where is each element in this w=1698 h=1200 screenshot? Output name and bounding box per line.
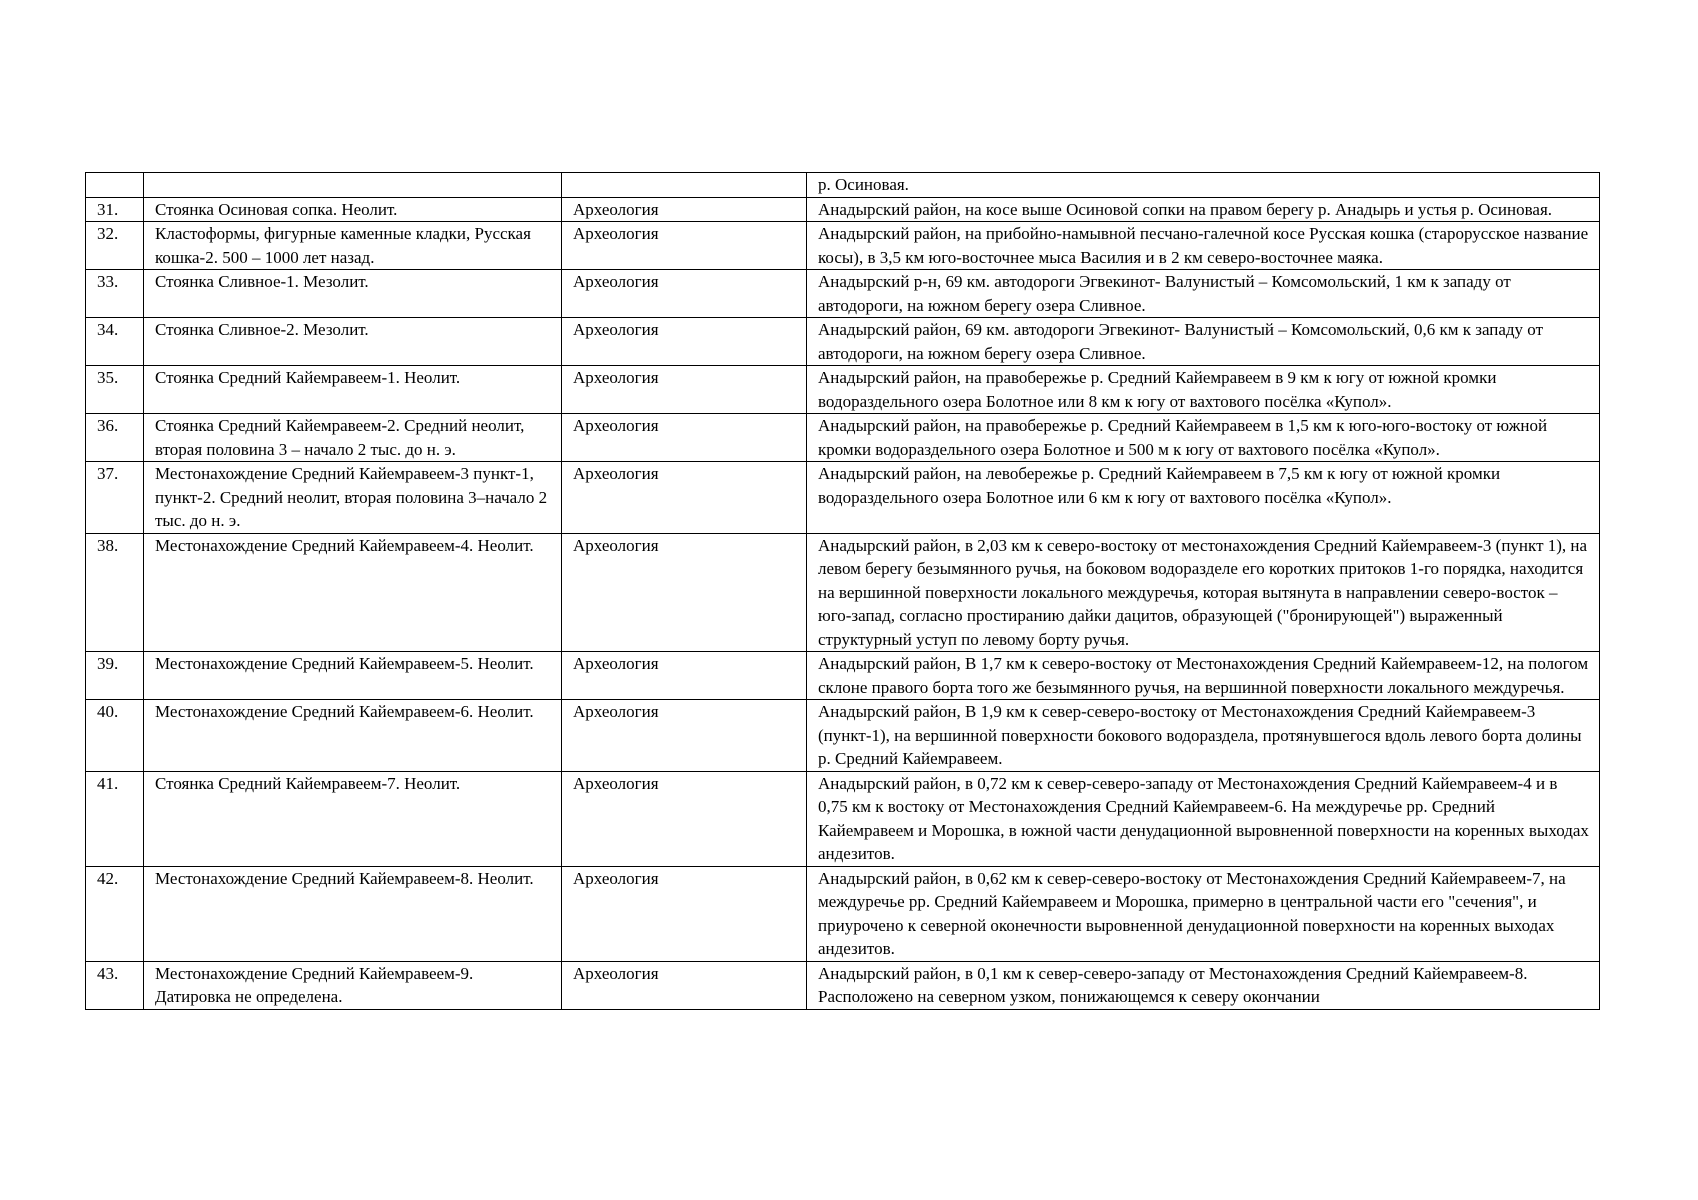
site-location: Анадырский район, на косе выше Осиновой сопки на правом берегу р. Анадырь и устья р. Осиновая. [807,197,1600,222]
site-name: Стоянка Средний Кайемравеем-1. Неолит. [144,366,562,414]
site-name: Кластоформы, фигурные каменные кладки, Русская кошка-2. 500 – 1000 лет назад. [144,222,562,270]
row-number: 39. [86,652,144,700]
site-type: Археология [562,771,807,866]
row-number: 42. [86,866,144,961]
row-number: 38. [86,533,144,652]
site-name: Местонахождение Средний Кайемравеем-4. Неолит. [144,533,562,652]
table-row [86,318,1600,366]
table-row [86,771,1600,866]
row-number [86,173,144,198]
table-row [86,961,1600,1009]
site-location: р. Осиновая. [807,173,1600,198]
site-name: Местонахождение Средний Кайемравеем-3 пункт-1, пункт-2. Средний неолит, вторая половина 3–начало 2 тыс. до н. э. [144,462,562,534]
site-location: Анадырский район, на левобережье р. Средний Кайемравеем в 7,5 км к югу от южной кромки водораздельного озера Болотное или 6 км к югу от вахтового посёлка «Купол». [807,462,1600,534]
site-type: Археология [562,270,807,318]
site-type: Археология [562,366,807,414]
site-type: Археология [562,652,807,700]
site-type: Археология [562,197,807,222]
table-row [86,270,1600,318]
site-name: Стоянка Сливное-2. Мезолит. [144,318,562,366]
row-number: 34. [86,318,144,366]
row-number: 40. [86,700,144,772]
table-row [86,366,1600,414]
site-name: Стоянка Осиновая сопка. Неолит. [144,197,562,222]
site-location: Анадырский район, В 1,7 км к северо-востоку от Местонахождения Средний Кайемравеем-12, на пологом склоне правого борта того же безымянного ручья, на вершинной поверхности локального междуречья. [807,652,1600,700]
table-row [86,173,1600,198]
table-row [86,533,1600,652]
table-row [86,700,1600,772]
site-name: Стоянка Средний Кайемравеем-2. Средний неолит, вторая половина 3 – начало 2 тыс. до н. э. [144,414,562,462]
site-location: Анадырский район, на правобережье р. Средний Кайемравеем в 1,5 км к юго-юго-востоку от южной кромки водораздельного озера Болотное и 500 м к югу от вахтового посёлка «Купол». [807,414,1600,462]
site-name: Местонахождение Средний Кайемравеем-5. Неолит. [144,652,562,700]
site-name: Местонахождение Средний Кайемравеем-9. Датировка не определена. [144,961,562,1009]
site-location: Анадырский район, на прибойно-намывной песчано-галечной косе Русская кошка (старорусское название косы), в 3,5 км юго-восточнее мыса Василия и в 2 км северо-восточнее маяка. [807,222,1600,270]
site-location: Анадырский район, в 0,1 км к север-северо-западу от Местонахождения Средний Кайемравеем-8. Расположено на северном узком, понижающемся к северу окончании [807,961,1600,1009]
row-number: 33. [86,270,144,318]
site-type [562,173,807,198]
site-name: Местонахождение Средний Кайемравеем-6. Неолит. [144,700,562,772]
site-name: Местонахождение Средний Кайемравеем-8. Неолит. [144,866,562,961]
site-location: Анадырский район, в 2,03 км к северо-востоку от местонахождения Средний Кайемравеем-3 (пункт 1), на левом берегу безымянного ручья, на боковом водоразделе его коротких притоков 1-го порядка, находится на вершинной поверхности локального междуречья, которая вытянута в направлении северо-восток – юго-запад, согласно простиранию дайки дацитов, образующей ("бронирующей") выраженный структурный уступ по левому борту ручья. [807,533,1600,652]
site-type: Археология [562,866,807,961]
site-location: Анадырский район, В 1,9 км к север-северо-востоку от Местонахождения Средний Кайемравеем-3 (пункт-1), на вершинной поверхности бокового водораздела, протянувшегося вдоль левого борта долины р. Средний Кайемравеем. [807,700,1600,772]
table-row [86,414,1600,462]
row-number: 31. [86,197,144,222]
site-name: Стоянка Средний Кайемравеем-7. Неолит. [144,771,562,866]
row-number: 35. [86,366,144,414]
table-row [86,462,1600,534]
row-number: 36. [86,414,144,462]
table-body [86,173,1600,1010]
table-row [86,652,1600,700]
site-type: Археология [562,414,807,462]
row-number: 32. [86,222,144,270]
table-row [86,197,1600,222]
site-type: Археология [562,318,807,366]
site-location: Анадырский район, на правобережье р. Средний Кайемравеем в 9 км к югу от южной кромки водораздельного озера Болотное или 8 км к югу от вахтового посёлка «Купол». [807,366,1600,414]
site-type: Археология [562,961,807,1009]
site-location: Анадырский район, в 0,62 км к север-северо-востоку от Местонахождения Средний Кайемравеем-7, на междуречье рр. Средний Кайемравеем и Морошка, примерно в центральной части его "сечения", и приурочено к северной оконечности выровненной денудационной поверхности на коренных выходах андезитов. [807,866,1600,961]
monuments-table [85,172,1600,1010]
table-row [86,866,1600,961]
site-type: Археология [562,700,807,772]
site-name: Стоянка Сливное-1. Мезолит. [144,270,562,318]
row-number: 41. [86,771,144,866]
site-location: Анадырский р-н, 69 км. автодороги Эгвекинот- Валунистый – Комсомольский, 1 км к западу от автодороги, на южном берегу озера Сливное. [807,270,1600,318]
table-row [86,222,1600,270]
site-type: Археология [562,462,807,534]
site-type: Археология [562,533,807,652]
row-number: 37. [86,462,144,534]
row-number: 43. [86,961,144,1009]
site-location: Анадырский район, 69 км. автодороги Эгвекинот- Валунистый – Комсомольский, 0,6 км к западу от автодороги, на южном берегу озера Сливное. [807,318,1600,366]
site-type: Археология [562,222,807,270]
site-location: Анадырский район, в 0,72 км к север-северо-западу от Местонахождения Средний Кайемравеем-4 и в 0,75 км к востоку от Местонахождения Средний Кайемравеем-6. На междуречье рр. Средний Кайемравеем и Морошка, в южной части денудационной выровненной поверхности на коренных выходах андезитов. [807,771,1600,866]
site-name [144,173,562,198]
